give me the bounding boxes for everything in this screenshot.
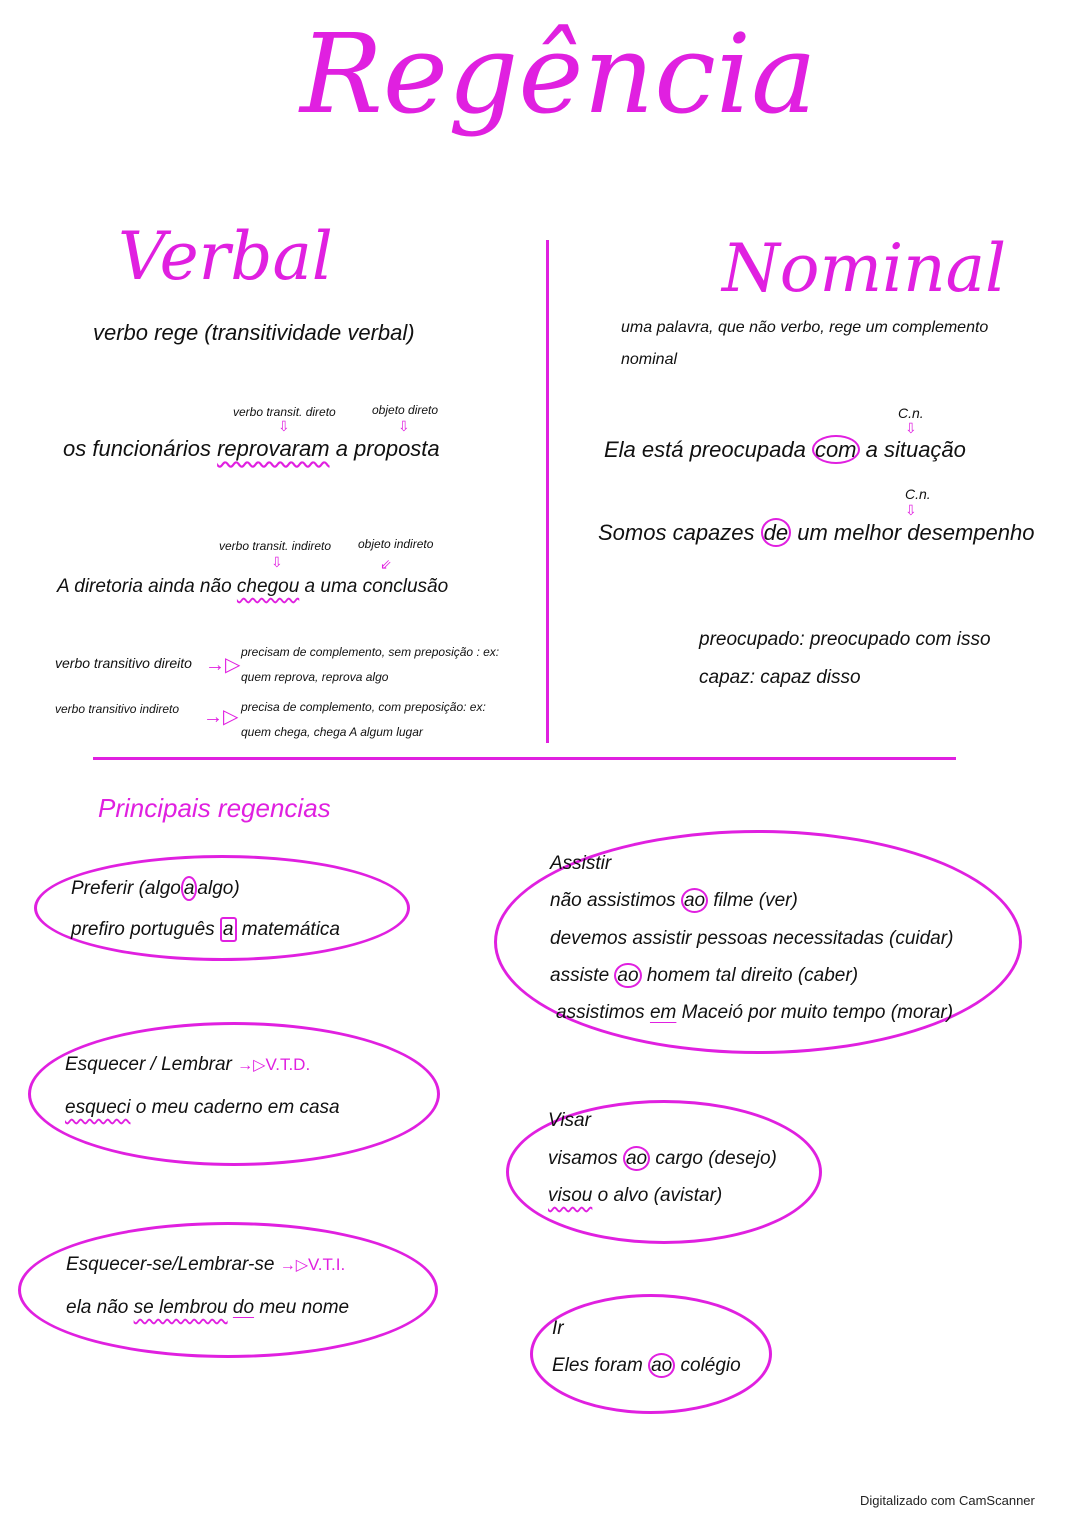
text: prefiro português xyxy=(71,919,220,940)
preposition-circled: ao xyxy=(614,963,641,988)
nominal-definition-1: uma palavra, que não verbo, rege um complemento xyxy=(621,319,989,336)
text: colégio xyxy=(675,1355,741,1376)
text: A diretoria ainda não xyxy=(57,576,237,597)
preposition-circled: ao xyxy=(681,888,708,913)
arrow-right-icon: →▷ xyxy=(203,706,239,728)
vti-desc-2: quem chega, chega A algum lugar xyxy=(241,725,423,739)
text: não assistimos xyxy=(550,890,681,911)
text: visamos xyxy=(548,1148,623,1169)
verb-highlight: chegou xyxy=(236,576,300,597)
text: Ela está preocupada xyxy=(604,437,812,462)
verbal-heading: Verbal xyxy=(118,218,333,295)
label-verbo-transit-direto: verbo transit. direto xyxy=(233,405,336,419)
arrow-right-icon: →▷ xyxy=(205,654,241,676)
text: homem tal direito (caber) xyxy=(641,965,859,986)
text: um melhor desempenho xyxy=(791,520,1035,545)
assistir-line-1 xyxy=(550,890,798,912)
text: matemática xyxy=(236,919,340,940)
preposition-circled: com xyxy=(812,435,860,464)
text: assistimos xyxy=(556,1002,650,1023)
assistir-heading: Assistir xyxy=(550,853,612,874)
ellipse-esquecer-se xyxy=(18,1222,438,1358)
text: Esquecer / Lembrar xyxy=(65,1054,238,1075)
ellipse-esquecer xyxy=(28,1022,440,1166)
tag-vtd: V.T.D. xyxy=(265,1055,311,1074)
arrow-right-icon: →▷ xyxy=(237,1057,266,1074)
arrow-down-icon: ⇩ xyxy=(271,554,283,570)
visar-line-2 xyxy=(548,1185,722,1207)
section-divider xyxy=(93,757,956,760)
text: cargo (desejo) xyxy=(650,1148,777,1169)
ir-line-1 xyxy=(552,1355,741,1377)
page-title: Regência xyxy=(300,10,817,138)
label-objeto-indireto: objeto indireto xyxy=(358,537,434,551)
esquecer-se-line-2 xyxy=(66,1297,349,1319)
arrow-down-icon: ⇩ xyxy=(398,418,410,434)
preposition-circled: ao xyxy=(648,1353,675,1378)
visar-heading: Visar xyxy=(548,1110,591,1131)
text: Somos capazes xyxy=(598,520,761,545)
verb-highlight: visou xyxy=(548,1185,593,1206)
text: a proposta xyxy=(329,436,440,461)
preposition-boxed: a xyxy=(220,917,237,942)
text: algo) xyxy=(197,878,240,899)
arrow-down-left-icon: ⇙ xyxy=(380,556,392,572)
verbal-example-1 xyxy=(63,436,440,462)
text: Esquecer-se/Lembrar-se xyxy=(66,1254,280,1275)
text: a situação xyxy=(859,437,966,462)
nominal-note-1: preocupado: preocupado com isso xyxy=(699,629,991,650)
text: o meu caderno em casa xyxy=(130,1097,340,1118)
nominal-example-2 xyxy=(598,520,1034,546)
label-objeto-direto: objeto direto xyxy=(372,403,439,417)
assistir-line-3 xyxy=(550,965,858,987)
text: (algo xyxy=(138,878,181,899)
preferir-line-2 xyxy=(71,919,340,941)
ir-heading: Ir xyxy=(552,1318,564,1339)
visar-line-1 xyxy=(548,1148,777,1170)
preposition-circled: a xyxy=(181,876,198,901)
esquecer-line-2 xyxy=(65,1097,340,1119)
scanner-watermark: Digitalizado com CamScanner xyxy=(860,1493,1035,1508)
text: Preferir xyxy=(71,878,139,899)
verb-highlight: se lembrou xyxy=(133,1297,228,1318)
text: a uma conclusão xyxy=(299,576,449,597)
verb-highlight: esqueci xyxy=(65,1097,131,1118)
text: ela não xyxy=(66,1297,134,1318)
text: filme (ver) xyxy=(708,890,798,911)
vti-term: verbo transitivo indireto xyxy=(55,702,180,716)
verbal-example-2 xyxy=(57,576,448,598)
text: Eles foram xyxy=(552,1355,649,1376)
nominal-note-2: capaz: capaz disso xyxy=(699,667,861,688)
arrow-down-icon: ⇩ xyxy=(905,420,917,436)
vti-desc-1: precisa de complemento, com preposição: ex: xyxy=(241,700,486,714)
preposition-underlined: do xyxy=(232,1297,255,1318)
column-divider xyxy=(546,240,549,743)
nominal-definition-2: nominal xyxy=(621,351,678,368)
label-cn: C.n. xyxy=(905,486,931,502)
principais-title: Principais regencias xyxy=(98,793,331,823)
tag-vti: V.T.I. xyxy=(308,1255,346,1274)
ellipse-preferir xyxy=(34,855,410,961)
label-verbo-transit-indireto: verbo transit. indireto xyxy=(219,539,332,553)
arrow-down-icon: ⇩ xyxy=(905,502,917,518)
assistir-line-4 xyxy=(556,1002,953,1024)
text: o alvo (avistar) xyxy=(592,1185,723,1206)
arrow-down-icon: ⇩ xyxy=(278,418,290,434)
nominal-heading: Nominal xyxy=(722,230,1007,307)
preposition-underlined: em xyxy=(649,1002,677,1023)
verbal-definition: verbo rege (transitividade verbal) xyxy=(93,320,415,345)
text: os funcionários xyxy=(63,436,218,461)
arrow-right-icon: →▷ xyxy=(279,1257,308,1274)
esquecer-line-1 xyxy=(65,1054,310,1076)
nominal-example-1 xyxy=(604,437,966,463)
text: assiste xyxy=(550,965,615,986)
vtd-desc-1: precisam de complemento, sem preposição : ex: xyxy=(241,645,500,659)
verb-highlight: reprovaram xyxy=(217,436,330,461)
preferir-line-1 xyxy=(71,878,240,900)
text: meu nome xyxy=(254,1297,350,1318)
assistir-line-2: devemos assistir pessoas necessitadas (cuidar) xyxy=(550,928,954,949)
preposition-circled: de xyxy=(761,518,791,547)
preposition-circled: ao xyxy=(623,1146,650,1171)
vtd-term: verbo transitivo direito xyxy=(55,655,192,671)
label-cn: C.n. xyxy=(898,405,924,421)
text: Maceió por muito tempo (morar) xyxy=(676,1002,954,1023)
ellipse-ir xyxy=(530,1294,772,1414)
vtd-desc-2: quem reprova, reprova algo xyxy=(241,670,389,684)
esquecer-se-line-1 xyxy=(66,1254,345,1276)
